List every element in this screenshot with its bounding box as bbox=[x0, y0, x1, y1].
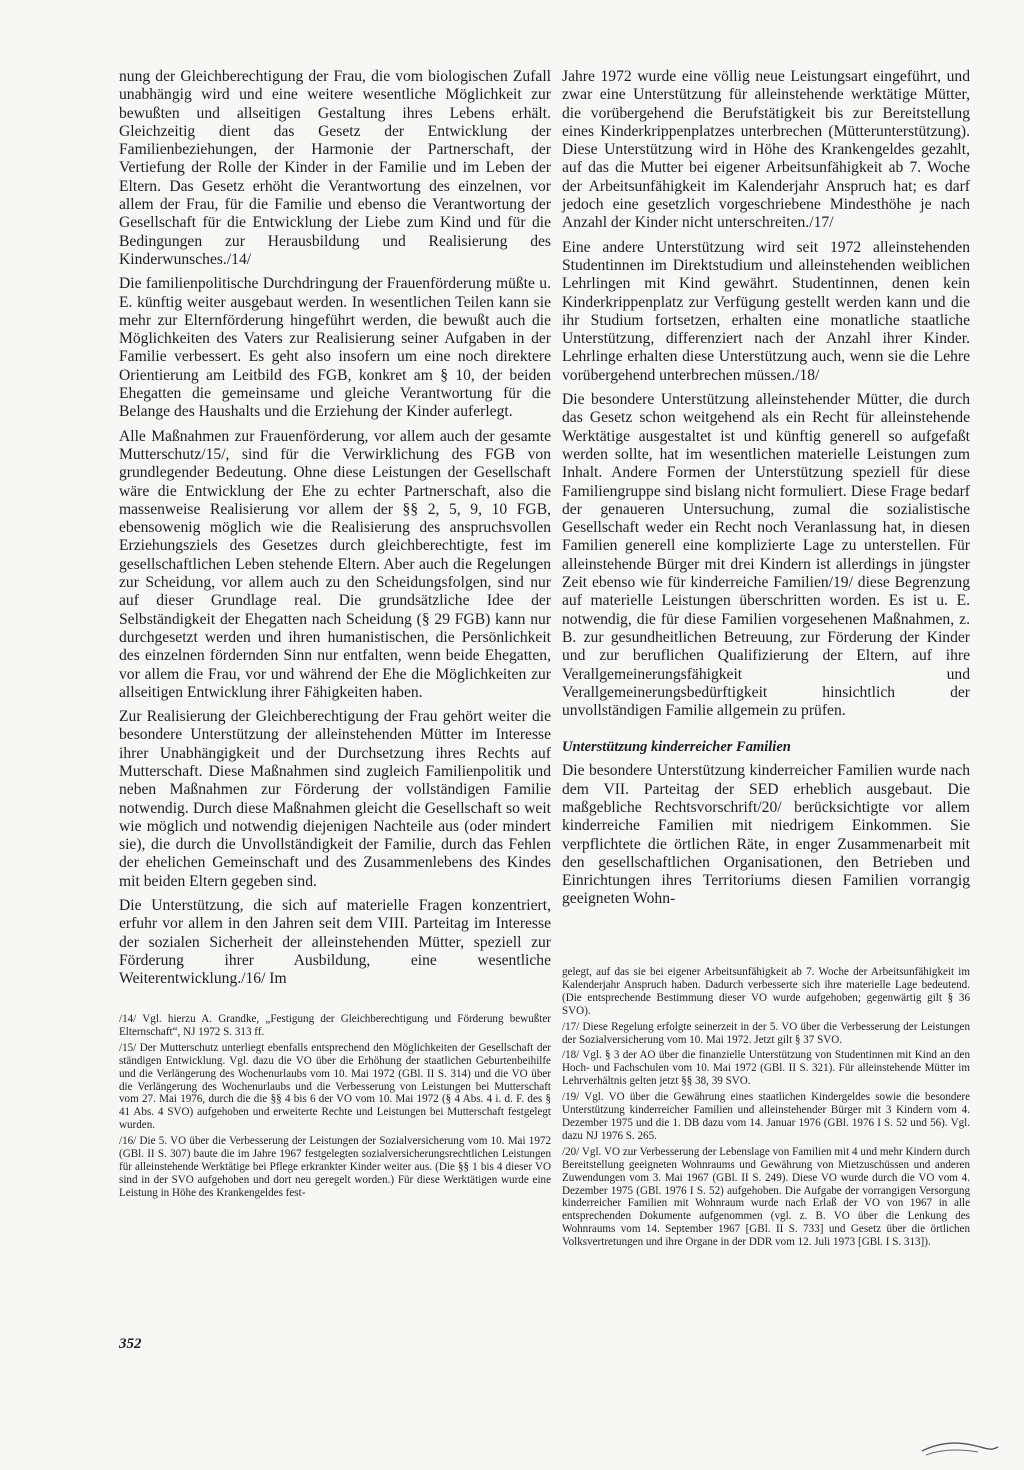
footnote: /18/ Vgl. § 3 der AO über die finanzielle Unterstützung von Studentinnen mit Kind an den Hoch- und Fachschulen vom 10. Mai 1972 (GBl. II S. 321). Für alleinstehende Mütter im Lehrverhältnis gelten jetzt §§ 38, 39 SVO. bbox=[562, 1049, 970, 1088]
left-footnotes bbox=[119, 1013, 551, 1203]
body-paragraph: Alle Maßnahmen zur Frauenförderung, vor allem auch der gesamte Mutterschutz/15/, sind für die Verwirklichung des FGB von grundlegender Bedeutung. Ohne diese Leistungen der Gesellschaft wäre die Entwicklung der Ehe zu echter Partnerschaft, also die massenweise Realisierung vor allem der §§ 2, 5, 9, 10 FGB, ebensowenig möglich wie die Realisierung des anspruchsvollen Erziehungsziels des Gesetzes durch gleichberechtigte, fest im gesellschaftlichen Leben stehende Eltern. Aber auch die Regelungen zur Scheidung, vor allem auch zu den Scheidungsfolgen, sind nur auf dieser Grundlage real. Die grundsätzliche Idee der Selbständigkeit der Ehegatten nach Scheidung (§ 29 FGB) kann nur durchgesetzt werden und ihren humanistischen, die Persönlichkeit des einzelnen fördernden Sinn nur entfalten, wenn beide Ehegatten, vor allem die Frau, vor und während der Ehe die Möglichkeiten zur allseitigen Entwicklung ihrer Fähigkeiten haben. bbox=[119, 427, 551, 701]
body-paragraph: Die familienpolitische Durchdringung der Frauenförderung müßte u. E. künftig weiter ausgebaut werden. In wesentlichen Teilen kann sie mehr zur Elternförderung hingeführt werden, die bewußt auch die Möglichkeiten des Vaters zur Realisierung seiner Aufgaben in der Familie verbessert. Es geht also insofern um eine noch direktere Orientierung am Leitbild des FGB, konkret am § 10, der beiden Ehegatten die gemeinsame und gleiche Verantwortung für die Belange des Haushalts und die Erziehung der Kinder auferlegt. bbox=[119, 275, 551, 421]
section-heading: Unterstützung kinderreicher Familien bbox=[562, 739, 791, 756]
body-paragraph: Die besondere Unterstützung kinderreicher Familien wurde nach dem VII. Parteitag der SED erheblich ausgebaut. Die maßgebliche Rechtsvorschrift/20/ berücksichtigte vor allem kinderreiche Familien mit niedrigem Einkommen. Sie verpflichtete die örtlichen Räte, in enger Zusammenarbeit mit den gesellschaftlichen Organisationen, den Betrieben und Einrichtungen ihres Territoriums diesen Familien vorrangig geeigneten Wohn- bbox=[562, 762, 970, 908]
right-column bbox=[562, 68, 970, 915]
footnote: /14/ Vgl. hierzu A. Grandke, „Festigung der Gleichberechtigung und Förderung bewußter Elternschaft“, NJ 1972 S. 313 ff. bbox=[119, 1013, 551, 1038]
body-paragraph: nung der Gleichberechtigung der Frau, die vom biologischen Zufall unabhängig wird und eine weitere wesentliche Möglichkeit zur bewußten und allseitigen Gestaltung ihres Lebens erhält. Gleichzeitig dient das Gesetz der Entwicklung der Familienbeziehungen, der Harmonie der Partnerschaft, der Vertiefung der Rolle der Kinder in der Familie und im Leben der Eltern. Das Gesetz erhöht die Verantwortung des einzelnen, vor allem der Frau, für die Familie und ebenso die Verantwortung der Gesellschaft für die Entwicklung der Liebe zum Kind und für die Bedingungen zur Herausbildung und Realisierung des Kinderwunsches./14/ bbox=[119, 68, 551, 268]
body-paragraph: Jahre 1972 wurde eine völlig neue Leistungsart eingeführt, und zwar eine Unterstützung für alleinstehende werktätige Mütter, die vorübergehend die Berufstätigkeit bis zur Bereitstellung eines Kinderkrippenplatzes unterbrechen (Mütterunterstützung). Diese Unterstützung wird in Höhe des Krankengeldes gezahlt, auf das die Mutter bei eigener Arbeitsunfähigkeit ab 7. Woche der Arbeitsunfähigkeit im Kalenderjahr Anspruch hat; es darf jedoch eine gesetzlich vorgeschriebene Mindesthöhe je nach Anzahl der Kinder nicht unterschreiten./17/ bbox=[562, 68, 970, 232]
body-paragraph: Zur Realisierung der Gleichberechtigung der Frau gehört weiter die besondere Unterstützung der alleinstehenden Mütter im Interesse ihrer Unabhängigkeit und der Durchsetzung ihres Rechts auf Mutterschaft. Diese Maßnahmen sind zugleich Familienpolitik und neben Maßnahmen zur Förderung der vollständigen Familie notwendig. Durch diese Maßnahmen gleicht die Gesellschaft so weit wie möglich und notwendig diejenigen Nachteile aus (oder mindert sie), die durch die Unvollständigkeit der Familie, durch das Fehlen der ehelichen Gemeinschaft und des Zusammenlebens des Kindes mit beiden Eltern gegeben sind. bbox=[119, 708, 551, 890]
body-paragraph: Die besondere Unterstützung alleinstehender Mütter, die durch das Gesetz schon weitgehend als ein Recht für alleinstehende Werktätige ausgestaltet ist und künftig generell so aufgefaßt werden sollte, hat im wesentlichen materielle Leistungen zum Inhalt. Andere Formen der Unterstützung speziell für diese Familiengruppe sind bislang nicht formuliert. Diese Frage bedarf der genaueren Untersuchung, zumal die sozialistische Gesellschaft weder ein Recht noch Veranlassung hat, in diesen Familien generell eine komplizierte Lage zu unterstellen. Für alleinstehende Bürger mit drei Kindern ist allerdings in jüngster Zeit ebenso wie für kinderreiche Familien/19/ diese Begrenzung auf materielle Leistungen überschritten worden. Es ist u. E. notwendig, die für diese Familien vorgesehenen Maßnahmen, z. B. zur gesundheitlichen Betreuung, zur Förderung der Kinder und zur beruflichen Qualifizierung der Eltern, auf ihre Verallgemeinerungsfähigkeit und Verallgemeinerungsbedürftigkeit hinsichtlich der unvollständigen Familie allgemein zu prüfen. bbox=[562, 391, 970, 720]
right-footnotes bbox=[562, 966, 970, 1252]
left-column bbox=[119, 68, 551, 995]
footnote: gelegt, auf das sie bei eigener Arbeitsunfähigkeit ab 7. Woche der Arbeitsunfähigkeit im Kalenderjahr Anspruch haben. Dadurch verbesserte sich ihre materielle Lage bedeutend. (Die entsprechende Bestimmung dieser VO wurde aufgehoben; gegenwärtig gilt § 36 SVO). bbox=[562, 966, 970, 1017]
page-number: 352 bbox=[119, 1336, 142, 1352]
footnote: /15/ Der Mutterschutz unterliegt ebenfalls entsprechend den Möglichkeiten der Gesellschaft der ständigen Entwicklung. Vgl. dazu die VO über die Erhöhung der staatlichen Geburtenbeihilfe und die Verlängerung des Wochenurlaubs vom 10. Mai 1972 (GBl. II S. 314) und die VO über die Verlängerung des Wochenurlaubs und die Verbesserung von Leistungen bei Mutterschaft vom 27. Mai 1976, durch die die §§ 4 bis 6 der VO vom 10. Mai 1972 (§ 4 Abs. 4 i. d. F. des § 41 Abs. 4 SVO) aufgehoben und erweiterte Rechte und Leistungen bei Mutterschaft festgelegt wurden. bbox=[119, 1041, 551, 1132]
footnote: /16/ Die 5. VO über die Verbesserung der Leistungen der Sozialversicherung vom 10. Mai 1972 (GBl. II S. 307) baute die im Jahre 1967 festgelegten sozialversicherungsrechtlichen Leistungen für alleinstehende Werktätige bei Pflege erkrankter Kinder weiter aus. (Die §§ 1 bis 4 dieser VO sind in der SVO aufgehoben und dort neu geregelt worden.) Für diese Werktätigen wurde eine Leistung in Höhe des Krankengeldes fest- bbox=[119, 1135, 551, 1199]
footnote: /20/ Vgl. VO zur Verbesserung der Lebenslage von Familien mit 4 und mehr Kindern durch Bereitstellung geeigneten Wohnraums und Gewährung von Mietzuschüssen und anderen Zuwendungen vom 3. Mai 1967 (GBl. II S. 249). Diese VO wurde durch die VO vom 4. Dezember 1975 (GBl. 1976 I S. 52) aufgehoben. Die Aufgabe der vorrangigen Versorgung kinderreicher Familien mit Wohnraum wurde nach Erlaß der VO von 1967 in alle entsprechenden Dokumente aufgenommen (vgl. z. B. VO über die Lenkung des Wohnraums vom 14. September 1967 [GBl. II S. 733] und Gesetz über die örtlichen Volksvertretungen und ihre Organe in der DDR vom 12. Juli 1973 [GBl. I S. 313]). bbox=[562, 1145, 970, 1249]
pencil-mark bbox=[920, 1437, 1000, 1459]
body-paragraph: Die Unterstützung, die sich auf materielle Fragen konzentriert, erfuhr vor allem in den Jahren seit dem VIII. Parteitag im Interesse der sozialen Sicherheit der alleinstehenden Mütter, speziell zur Förderung ihrer Ausbildung, eine wesentliche Weiterentwicklung./16/ Im bbox=[119, 897, 551, 988]
body-paragraph: Eine andere Unterstützung wird seit 1972 alleinstehenden Studentinnen im Direktstudium und alleinstehenden weiblichen Lehrlingen mit Kind gewährt. Studentinnen, denen kein Kinderkrippenplatz zur Verfügung gestellt werden kann und die ihr Studium fortsetzen, erhalten eine monatliche staatliche Unterstützung, differenziert nach der Anzahl ihrer Kinder. Lehrlinge erhalten diese Unterstützung auch, wenn sie die Lehre vorübergehend unterbrechen müssen./18/ bbox=[562, 238, 970, 384]
footnote: /17/ Diese Regelung erfolgte seinerzeit in der 5. VO über die Verbesserung der Leistungen der Sozialversicherung vom 10. Mai 1972. Jetzt gilt § 37 SVO. bbox=[562, 1020, 970, 1046]
footnote: /19/ Vgl. VO über die Gewährung eines staatlichen Kindergeldes sowie die besondere Unterstützung kinderreicher Familien und alleinstehender Bürger mit 3 Kindern vom 4. Dezember 1975 und die 1. DB dazu vom 14. Januar 1976 (GBl. 1976 I S. 52 und 56). Vgl. dazu NJ 1976 S. 265. bbox=[562, 1091, 970, 1142]
